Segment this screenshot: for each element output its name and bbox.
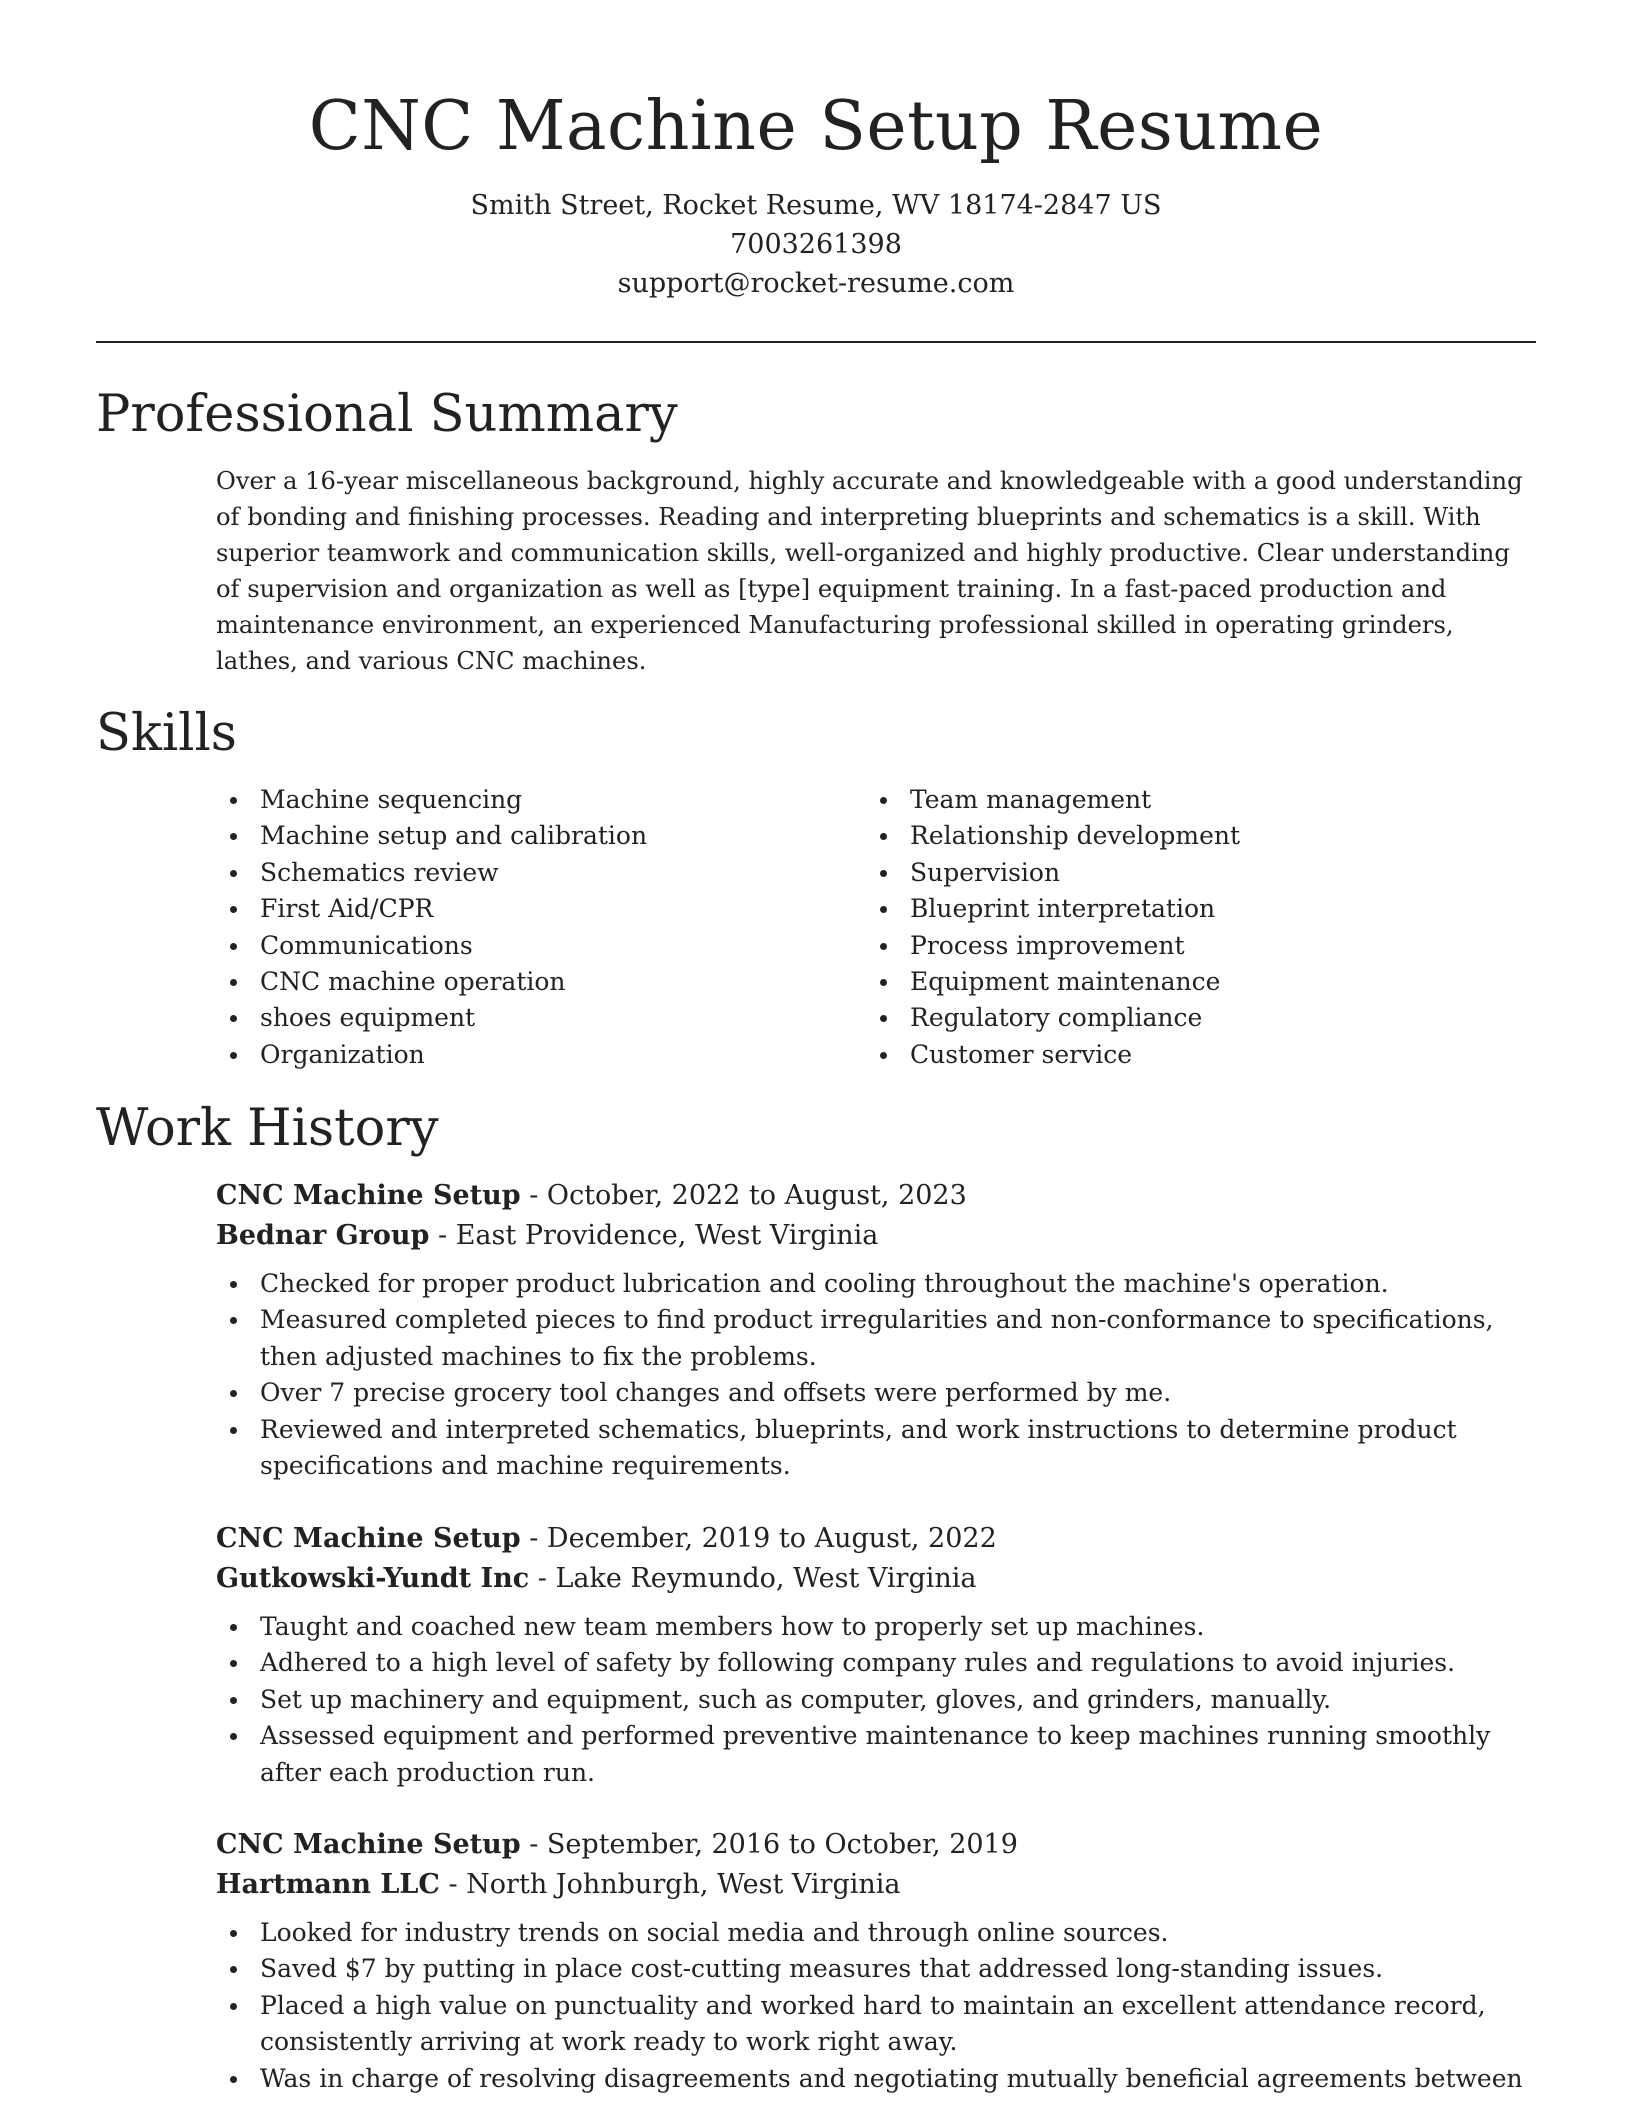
- job-entry: [216, 1825, 1538, 2097]
- job-entry: [216, 1176, 1538, 1484]
- skill-item: Team management: [866, 782, 1526, 818]
- job-duty: Over 7 precise grocery tool changes and offsets were performed by me.: [216, 1375, 1538, 1411]
- skill-item: Organization: [216, 1037, 856, 1073]
- job-entry: [216, 1519, 1538, 1791]
- job-company: Bednar Group: [216, 1220, 430, 1251]
- contact-info: [96, 186, 1536, 303]
- job-duty: Assessed equipment and performed preventive maintenance to keep machines running smoothly after each production run.: [216, 1718, 1538, 1791]
- header-divider: [96, 341, 1536, 343]
- summary-heading: Professional Summary: [96, 385, 678, 444]
- job-title-line: [216, 1825, 1538, 1865]
- job-duty: Checked for proper product lubrication and cooling throughout the machine's operation.: [216, 1266, 1538, 1302]
- job-company-line: [216, 1559, 1538, 1599]
- skill-item: Machine setup and calibration: [216, 818, 856, 854]
- job-duty: Measured completed pieces to find product irregularities and non-conformance to specifications, then adjusted machines to fix the problems.: [216, 1302, 1538, 1375]
- job-duties: [216, 1915, 1538, 2097]
- job-duty: Was in charge of resolving disagreements and negotiating mutually beneficial agreements between: [216, 2061, 1538, 2097]
- job-title: CNC Machine Setup: [216, 1523, 521, 1554]
- job-company: Gutkowski-Yundt Inc: [216, 1563, 530, 1594]
- job-location: - East Providence, West Virginia: [429, 1220, 879, 1251]
- job-dates: - October, 2022 to August, 2023: [520, 1180, 967, 1211]
- skills-column-1: [216, 782, 856, 1073]
- job-location: - Lake Reymundo, West Virginia: [529, 1563, 977, 1594]
- job-duty: Saved $7 by putting in place cost-cutting measures that addressed long-standing issues.: [216, 1951, 1538, 1987]
- job-duties: [216, 1609, 1538, 1791]
- address: Smith Street, Rocket Resume, WV 18174-2847 US: [470, 190, 1162, 221]
- summary-text: Over a 16-year miscellaneous background, highly accurate and knowledgeable with a good understanding of bonding and finishing processes. Reading and interpreting blueprints and schematics is a skill. With superior teamwork and communication skills, well-organized and highly productive. Clear understanding of supervision and organization as well as [type] equipment training. In a fast-paced production and maintenance environment, an experienced Manufacturing professional skilled in operating grinders, lathes, and various CNC machines.: [216, 467, 1523, 675]
- skills-heading: Skills: [96, 704, 237, 763]
- skill-item: Schematics review: [216, 855, 856, 891]
- skill-item: Relationship development: [866, 818, 1526, 854]
- skill-item: shoes equipment: [216, 1000, 856, 1036]
- job-location: - North Johnburgh, West Virginia: [439, 1869, 901, 1900]
- job-company-line: [216, 1216, 1538, 1256]
- job-dates: - December, 2019 to August, 2022: [520, 1523, 997, 1554]
- skill-item: Blueprint interpretation: [866, 891, 1526, 927]
- job-company: Hartmann LLC: [216, 1869, 440, 1900]
- job-duty: Looked for industry trends on social media and through online sources.: [216, 1915, 1538, 1951]
- job-title-line: [216, 1519, 1538, 1559]
- job-duties: [216, 1266, 1538, 1484]
- work-history-heading: Work History: [96, 1099, 439, 1158]
- job-duty: Reviewed and interpreted schematics, blueprints, and work instructions to determine product specifications and machine requirements.: [216, 1412, 1538, 1485]
- skill-item: Machine sequencing: [216, 782, 856, 818]
- resume-header: [96, 82, 1536, 303]
- job-title: CNC Machine Setup: [216, 1180, 521, 1211]
- phone: 7003261398: [730, 229, 902, 260]
- resume-title: CNC Machine Setup Resume: [308, 87, 1324, 166]
- skill-item: Regulatory compliance: [866, 1000, 1526, 1036]
- skill-item: Customer service: [866, 1037, 1526, 1073]
- skill-item: CNC machine operation: [216, 964, 856, 1000]
- job-dates: - September, 2016 to October, 2019: [520, 1829, 1018, 1860]
- skill-item: Process improvement: [866, 928, 1526, 964]
- job-duty: Placed a high value on punctuality and worked hard to maintain an excellent attendance record, consistently arriving at work ready to work right away.: [216, 1988, 1538, 2061]
- job-title-line: [216, 1176, 1538, 1216]
- skill-item: Supervision: [866, 855, 1526, 891]
- skills-column-2: [866, 782, 1526, 1073]
- skill-item: Communications: [216, 928, 856, 964]
- email: support@rocket-resume.com: [617, 268, 1015, 299]
- job-duty: Taught and coached new team members how to properly set up machines.: [216, 1609, 1538, 1645]
- skill-item: First Aid/CPR: [216, 891, 856, 927]
- job-duty: Adhered to a high level of safety by following company rules and regulations to avoid injuries.: [216, 1645, 1538, 1681]
- job-company-line: [216, 1865, 1538, 1905]
- job-title: CNC Machine Setup: [216, 1829, 521, 1860]
- job-duty: Set up machinery and equipment, such as computer, gloves, and grinders, manually.: [216, 1682, 1538, 1718]
- skill-item: Equipment maintenance: [866, 964, 1526, 1000]
